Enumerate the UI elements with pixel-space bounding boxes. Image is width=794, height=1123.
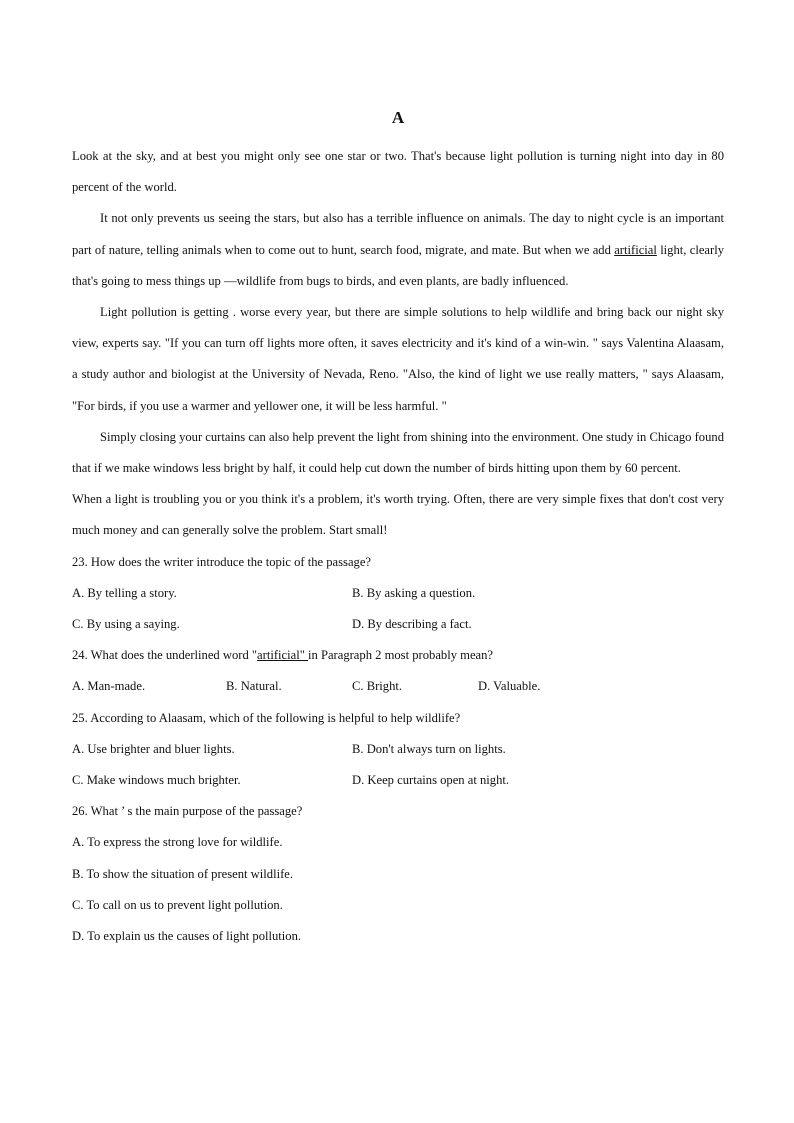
underlined-word-artificial: artificial xyxy=(614,242,657,257)
option-d: D. Valuable. xyxy=(478,679,541,694)
question-number: 23. xyxy=(72,554,88,569)
question-text-b: in Paragraph 2 most probably mean? xyxy=(308,648,494,663)
question-25-options xyxy=(72,734,724,796)
option-c: C. To call on us to prevent light pollution. xyxy=(72,897,283,912)
option-a: A. Man-made. xyxy=(72,679,146,694)
paragraph-4: Simply closing your curtains can also help prevent the light from shining into the environment. One study in Chicago found that if we make windows less bright by half, it could help cut down the number of birds hitting upon them by 60 percent. xyxy=(72,429,724,476)
question-text: How does the writer introduce the topic of the passage? xyxy=(87,554,372,569)
paragraph-2-text-b: light, clearly that's going to mess things up —wildlife from bugs to birds, and even plants, are badly influenced. xyxy=(72,242,724,288)
option-b: B. By asking a question. xyxy=(352,585,476,600)
paragraph-2 xyxy=(72,203,724,297)
question-number: 26. xyxy=(72,804,88,819)
underlined-quoted-word: artificial" xyxy=(257,648,308,663)
question-23 xyxy=(72,547,724,578)
option-c: C. By using a saying. xyxy=(72,617,180,632)
option-d: D. To explain us the causes of light pollution. xyxy=(72,929,302,944)
question-23-options xyxy=(72,578,724,640)
question-text: What ’ s the main purpose of the passage? xyxy=(87,804,303,819)
passage-title: A xyxy=(391,108,405,127)
question-24 xyxy=(72,640,724,671)
option-c: C. Bright. xyxy=(352,679,403,694)
paragraph-3: Light pollution is getting . worse every year, but there are simple solutions to help wildlife and bring back our night sky view, experts say. "If you can turn off lights more often, it saves electricity and it's kind of a win-win. " says Valentina Alaasam, a study author and biologist at the University of Nevada, Reno. "Also, the kind of light we use really matters, " says Alaasam, "For birds, if you use a warmer and yellower one, it will be less harmful. " xyxy=(72,305,724,413)
question-number: 25. xyxy=(72,710,88,725)
paragraph-5: When a light is troubling you or you think it's a problem, it's worth trying. Often, there are very simple fixes that don't cost very much money and can generally solve the problem. Start small! xyxy=(72,492,724,538)
paragraph-1: Look at the sky, and at best you might only see one star or two. That's because light pollution is turning night into day in 80 percent of the world. xyxy=(72,149,724,195)
question-text-a: What does the underlined word " xyxy=(87,648,258,663)
question-26-options xyxy=(72,827,724,952)
option-b: B. To show the situation of present wildlife. xyxy=(72,866,293,881)
option-d: D. Keep curtains open at night. xyxy=(352,773,510,788)
question-24-options xyxy=(72,671,724,702)
question-25 xyxy=(72,703,724,734)
option-b: B. Natural. xyxy=(226,679,282,694)
question-number: 24. xyxy=(72,648,88,663)
document-page xyxy=(72,106,724,952)
paragraph-2-text-a: It not only prevents us seeing the stars, but also has a terrible influence on animals. The day to night cycle is an important part of nature, telling animals when to come out to hunt, search food, migrate, and mate. But when we add xyxy=(72,211,724,257)
option-a: A. Use brighter and bluer lights. xyxy=(72,741,235,756)
option-d: D. By describing a fact. xyxy=(352,617,472,632)
question-26 xyxy=(72,796,724,827)
question-text: According to Alaasam, which of the following is helpful to help wildlife? xyxy=(87,710,461,725)
option-c: C. Make windows much brighter. xyxy=(72,773,241,788)
option-b: B. Don't always turn on lights. xyxy=(352,741,506,756)
option-a: A. To express the strong love for wildlife. xyxy=(72,835,283,850)
option-a: A. By telling a story. xyxy=(72,585,177,600)
